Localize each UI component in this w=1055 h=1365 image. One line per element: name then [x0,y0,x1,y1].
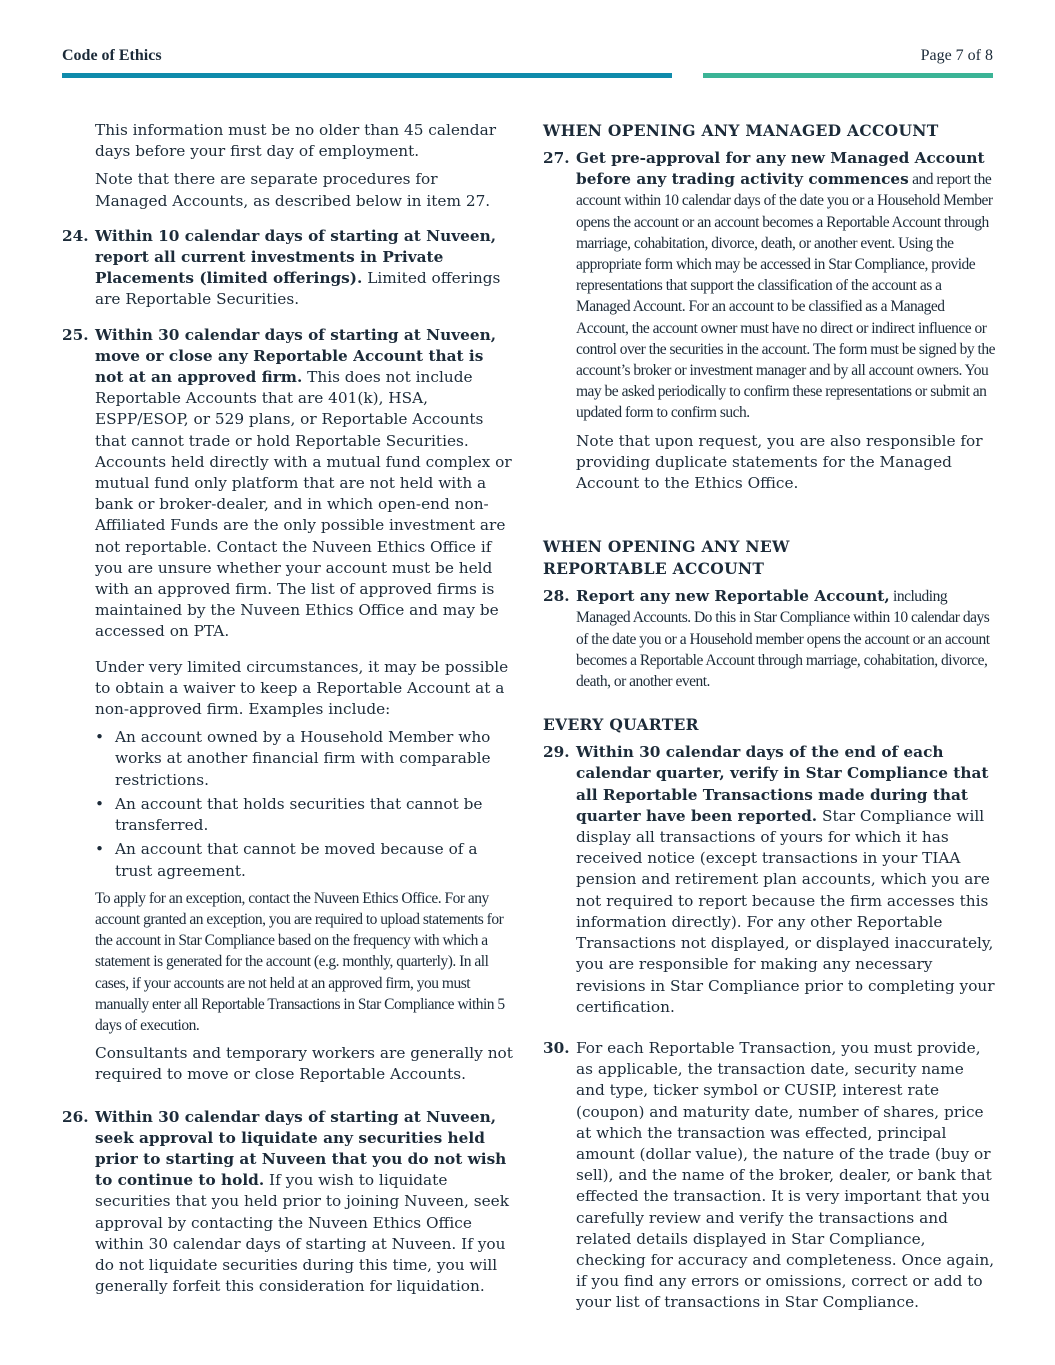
list-item-29 [543,742,995,1018]
item-text: including Managed Accounts. Do this in Star Compliance within 10 calendar days of the date you or a Household member opens the account or an account becomes a Reportable Account through marriage, cohabitation, divorce, death, or another event. [576,588,990,691]
list-item-30 [543,1038,995,1314]
item-heading: Within 30 calendar days of starting at Nuveen, move or close any Reportable Account that is not at an approved firm. [95,325,497,387]
paragraph: Note that there are separate procedures for Managed Accounts, as described below in item 27. [95,170,491,210]
item-text: Limited offerings are Reportable Securities. [95,269,501,309]
item-heading: Get pre-approval for any new Managed Account before any trading activity commences [576,149,985,189]
paragraph: Consultants and temporary workers are generally not required to move or close Reportable Accounts. [95,1044,513,1084]
item-text: and report the account within 10 calendar days of the date you or a Household Member opens the account or an account becomes a Reportable Account through marriage, cohabitation, divorce, death, or another event. Using the appropriate form which may be accessed in Star Compliance, provide representations that support the classification of the account as a Managed Account. For an account to be classified as a Managed Account, the account owner must have no direct or indirect influence or control over the securities in the account. The form must be signed by the account’s broker or investment manager and by all account owners. You may be asked periodically to confirm these representations or submit an updated form to confirm such. [576,171,995,422]
header-rule-blue [62,73,672,78]
right-column [543,120,995,1328]
item-number: 30. [543,1038,570,1057]
list-item-25 [62,325,514,643]
item-number: 26. [62,1107,89,1126]
list-item-26 [62,1107,514,1298]
item-number: 29. [543,743,570,762]
list-item-24 [62,226,514,311]
item-heading: Within 10 calendar days of starting at Nuveen, report all current investments in Private Placements (limited offerings). [95,226,497,288]
list-item-27 [543,148,995,424]
left-column [62,120,514,1311]
bullet-list [95,727,514,881]
item-text: If you wish to liquidate securities that you held prior to joining Nuveen, seek approval by contacting the Nuveen Ethics Office within 30 calendar days of starting at Nuveen. If you do not liquidate securities during this time, you will generally forfeit this consideration for liquidation. [95,1171,509,1296]
header-rule-green [703,73,993,78]
item-number: 24. [62,226,89,245]
section-heading: EVERY QUARTER [543,715,699,735]
bullet-item: • An account that cannot be moved because of a trust agreement. [95,839,514,881]
item-text: For each Reportable Transaction, you must provide, as applicable, the transaction date, security name and type, ticker symbol or CUSIP, interest rate (coupon) and maturity date, number of shares, price at which the transaction was effected, principal amount (dollar value), the nature of the trade (buy or sell), and the name of the broker, dealer, or bank that effected the transaction. It is very important that you carefully review and verify the transactions and related details displayed in Star Compliance, checking for accuracy and completeness. Once again, if you find any errors or omissions, correct or add to your list of transactions in Star Compliance. [576,1038,995,1312]
section-heading: WHEN OPENING ANY NEW REPORTABLE ACCOUNT [543,537,790,579]
paragraph: To apply for an exception, contact the Nuveen Ethics Office. For any account granted an exception, you are required to upload statements for the account in Star Compliance based on the frequency with which a statement is generated for the account (e.g. monthly, quarterly). In all cases, if your accounts are not held at an approved firm, you must manually enter all Reportable Transactions in Star Compliance within 5 days of execution. [95,889,505,1034]
paragraph: This information must be no older than 45 calendar days before your first day of employment. [95,121,497,161]
page-number: Page 7 of 8 [920,47,993,64]
item-heading: Within 30 calendar days of starting at Nuveen, seek approval to liquidate any securities held prior to starting at Nuveen that you do not wish to continue to hold. [95,1107,507,1190]
list-item-28 [543,586,995,692]
item-text: This does not include Reportable Accounts that are 401(k), HSA, ESPP/ESOP, or 529 plans, or Reportable Accounts that cannot trade or hold Reportable Securities. Accounts held directly with a mutual fund complex or mutual fund only platform that are not held with a bank or broker-dealer, and in which open-end non-Affiliated Funds are the only possible investment are not reportable. Contact the Nuveen Ethics Office if you are unsure whether your account must be held with an approved firm. The list of approved firms is maintained by the Nuveen Ethics Office and may be accessed on PTA. [95,368,512,641]
item-number: 25. [62,325,89,344]
section-heading: WHEN OPENING ANY MANAGED ACCOUNT [543,121,939,140]
item-number: 27. [543,149,570,167]
bullet-item: • An account owned by a Household Member who works at another financial firm with comparable restrictions. [95,727,514,791]
item-text: Star Compliance will display all transactions of yours for which it has received notice (except transactions in your TIAA pension and retirement plan accounts, which you are not required to report because the firm accesses this information directly). For any other Reportable Transactions not displayed, or displayed inaccurately, you are responsible for making any necessary revisions in Star Compliance prior to completing your certification. [576,806,995,1016]
item-heading: Within 30 calendar days of the end of each calendar quarter, verify in Star Compliance that all Reportable Transactions made during that quarter have been reported. [576,743,989,825]
paragraph: Note that upon request, you are also responsible for providing duplicate statements for the Managed Account to the Ethics Office. [576,431,983,493]
document-title: Code of Ethics [62,47,162,64]
item-heading: Report any new Reportable Account, [576,587,890,606]
paragraph: Under very limited circumstances, it may be possible to obtain a waiver to keep a Reportable Account at a non-approved firm. Examples include: [95,657,509,719]
bullet-item: • An account that holds securities that cannot be transferred. [95,794,514,836]
item-number: 28. [543,587,570,606]
